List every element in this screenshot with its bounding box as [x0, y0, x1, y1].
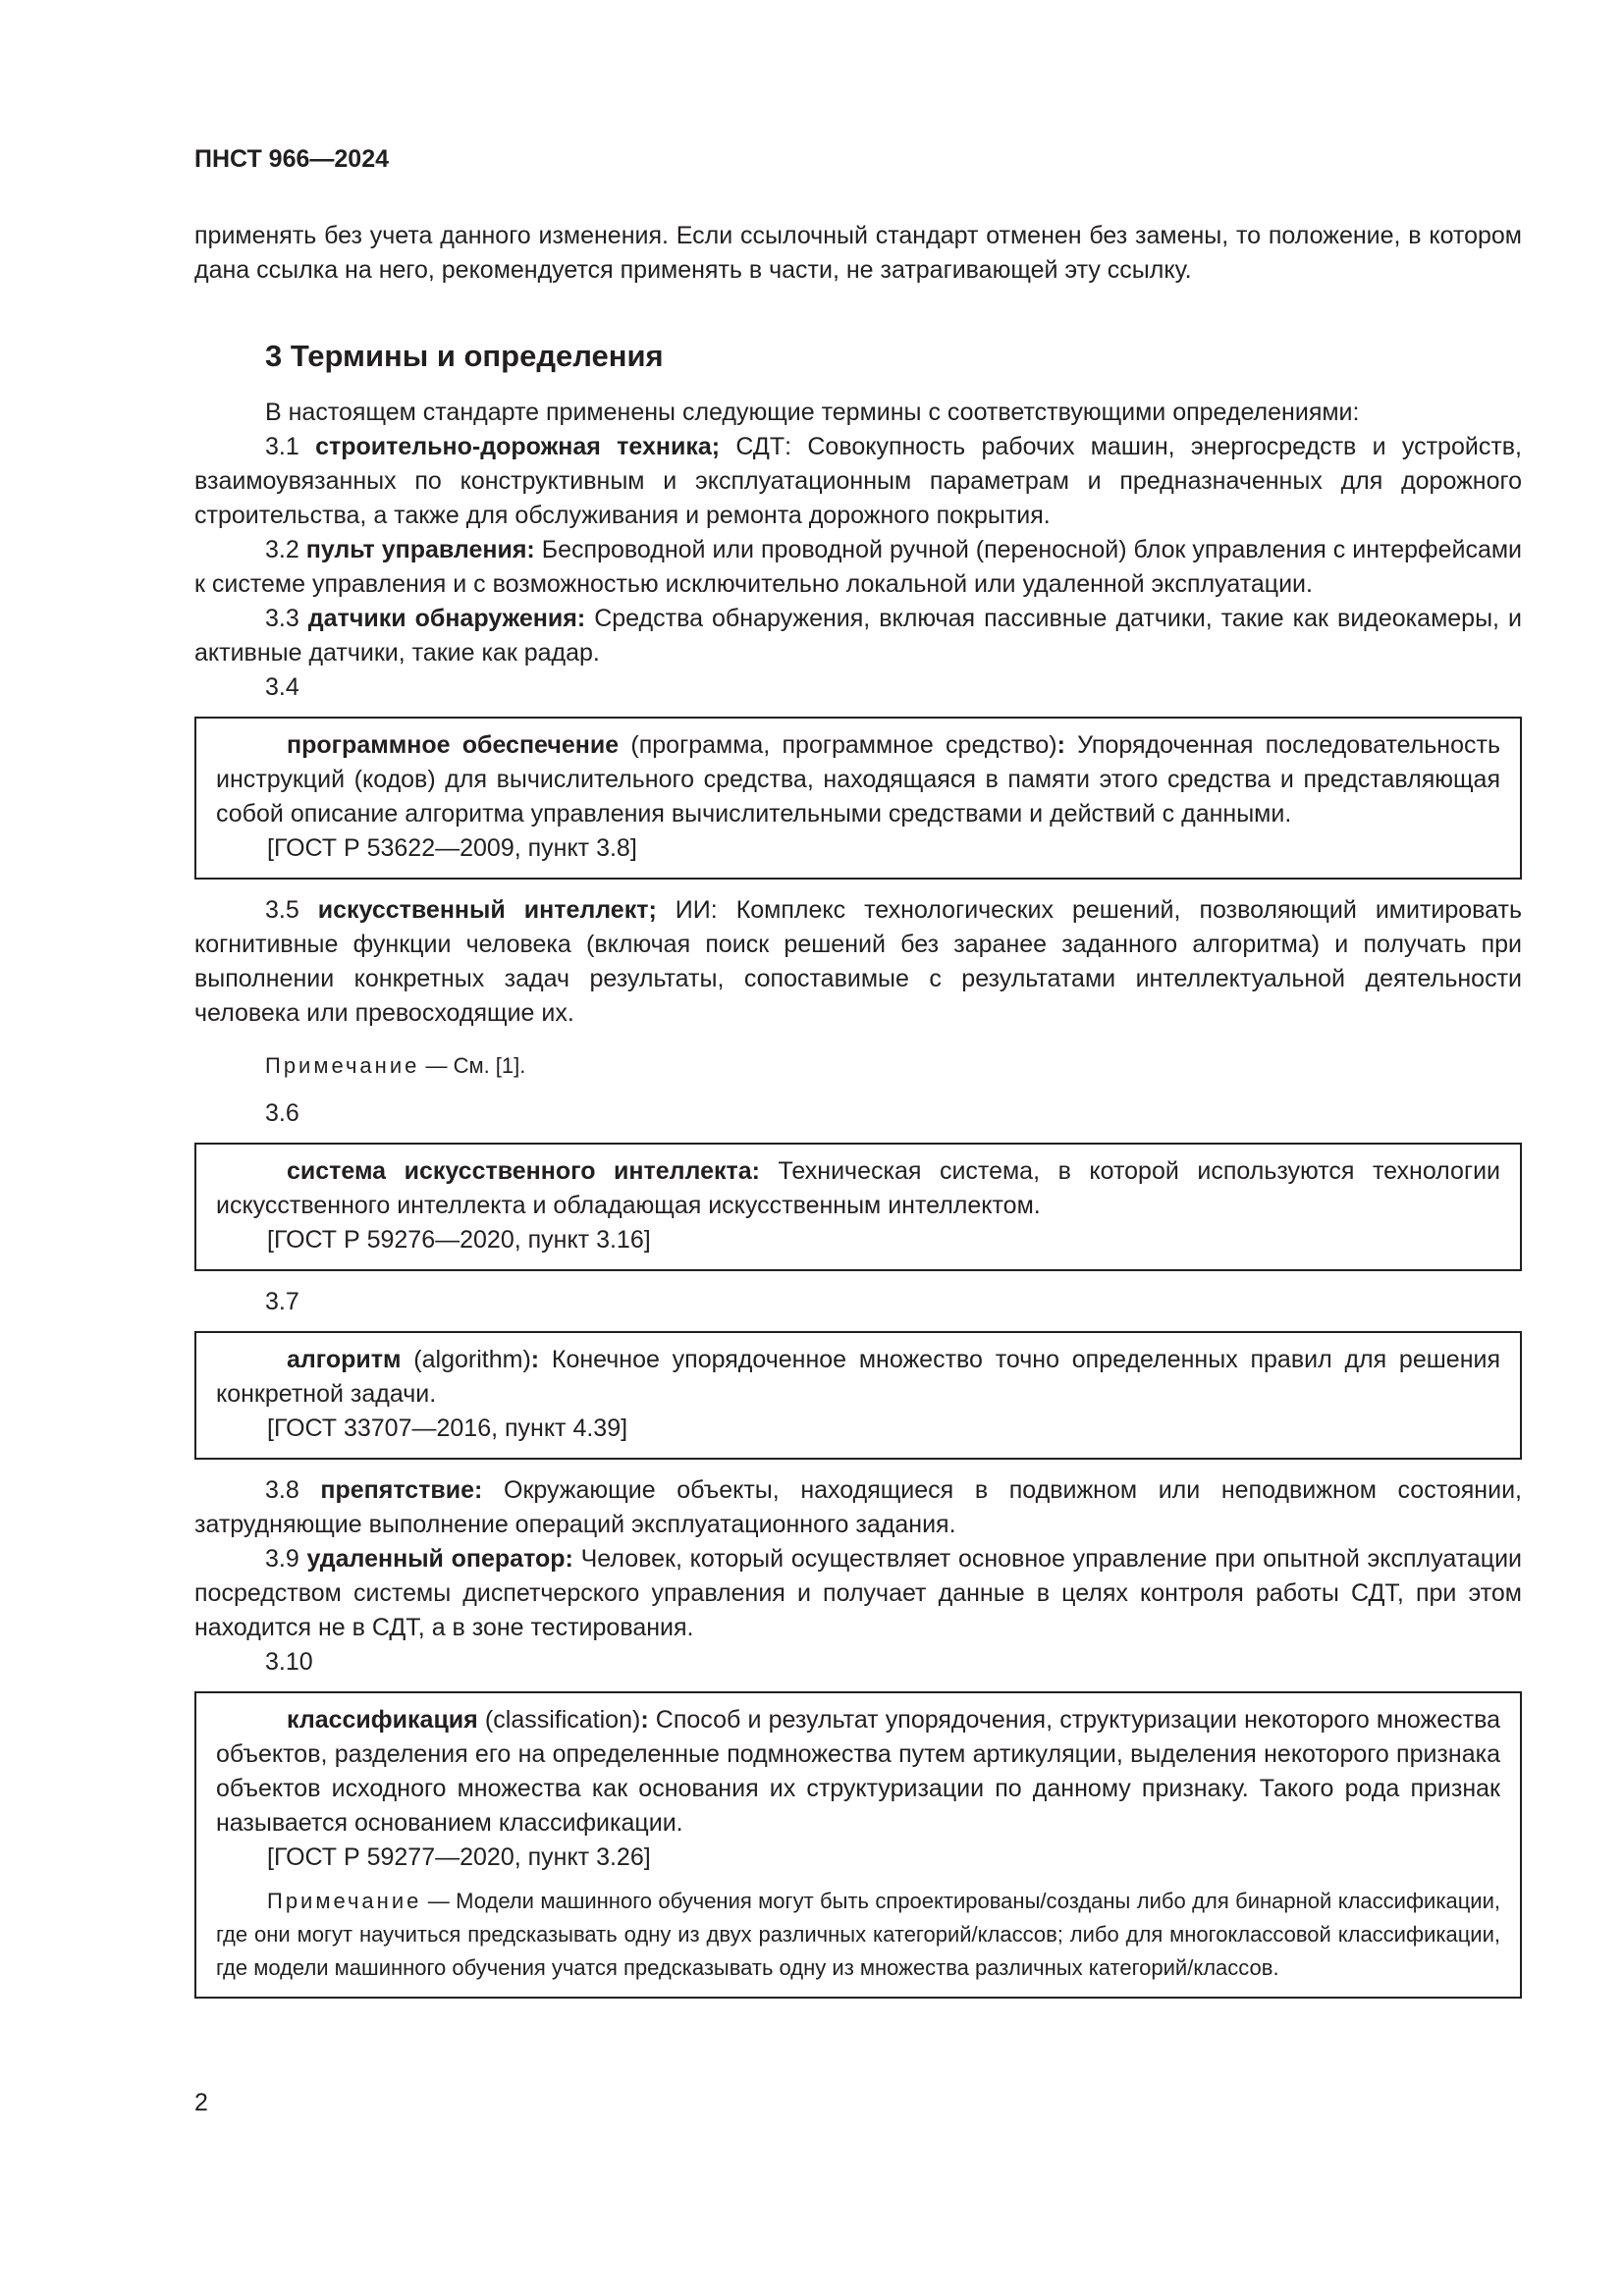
term-definition: Упорядоченная последовательность инструкций (кодов) для вычислительного средства, находящаяся в памяти этого средства и представляющая собой описание алгоритма управления вычислительными средствами и действий с данными.	[216, 731, 1500, 828]
term-source: [ГОСТ 33707—2016, пункт 4.39]	[267, 1415, 628, 1442]
note-text: — Модели машинного обучения могут быть спроектированы/созданы либо для бинарной классификации, где они могут научиться предсказывать одну из двух различных категорий/классов; либо для многоклассовой классификации, где модели машинного обучения учатся предсказывать одну из множества различных категорий/классов.	[216, 1889, 1500, 1980]
term-number: 3.1	[265, 433, 316, 460]
colon: :	[530, 1346, 540, 1373]
term-box-3-10	[194, 1691, 1522, 1999]
term-number: 3.3	[265, 605, 308, 632]
term-definition: Средства обнаружения, включая пассивные датчики, такие как видеокамеры, и активные датчики, такие как радар.	[194, 605, 1522, 667]
term-3-4	[216, 728, 1500, 831]
term-3-7	[216, 1343, 1500, 1412]
section-intro: В настоящем стандарте применены следующие термины с соответствующими определениями:	[265, 399, 1360, 426]
term-definition: Способ и результат упорядочения, структуризации некоторого множества объектов, разделения его на определенные подмножества путем артикуляции, выделения некоторого признака объектов исходного множества как основания их структуризации по данному признаку. Такого рода признак называется основанием классификации.	[216, 1706, 1500, 1837]
term-name: пульт управления:	[305, 536, 535, 563]
term-definition: Беспроводной или проводной ручной (переносной) блок управления с интерфейсами к системе управления и с возможностью исключительно локальной или удаленной эксплуатации.	[194, 536, 1522, 598]
term-name: классификация	[287, 1706, 478, 1734]
term-definition: СДТ: Совокупность рабочих машин, энергосредств и устройств, взаимоувязанных по конструктивным и эксплуатационным параметрам и предназначенных для дорожного строительства, а также для обслуживания и ремонта дорожного покрытия.	[194, 433, 1523, 529]
colon: :	[640, 1706, 649, 1734]
term-box-3-7	[194, 1331, 1522, 1460]
colon: :	[1056, 731, 1065, 759]
term-name: удаленный оператор:	[306, 1545, 573, 1573]
intro-paragraph: применять без учета данного изменения. Если ссылочный стандарт отменен без замены, то положение, в котором дана ссылка на него, рекомендуется применять в части, не затрагивающей эту ссылку.	[194, 222, 1522, 284]
term-alternative: (программа, программное средство)	[619, 731, 1057, 759]
term-name: датчики обнаружения:	[307, 605, 586, 632]
term-3-6	[216, 1154, 1500, 1223]
note-label: Примечание	[267, 1889, 422, 1913]
term-number-3-7: 3.7	[265, 1288, 299, 1315]
document-page	[194, 145, 1522, 2012]
term-name: искусственный интеллект;	[317, 896, 657, 924]
term-number: 3.5	[265, 896, 318, 924]
term-name: строительно-дорожная техника;	[315, 433, 721, 460]
term-definition: ИИ: Комплекс технологических решений, позволяющий имитировать когнитивные функции человека (включая поиск решений без заранее заданного алгоритма) и получать при выполнении конкретных задач результаты, сопоставимые с результатами интеллектуальной деятельности человека или превосходящие их.	[194, 896, 1522, 1027]
note-3-10	[216, 1885, 1500, 1985]
term-3-9	[194, 1542, 1522, 1645]
term-3-10	[216, 1703, 1500, 1841]
term-source: [ГОСТ Р 59277—2020, пункт 3.26]	[267, 1843, 651, 1871]
term-definition: Техническая система, в которой используются технологии искусственного интеллекта и обладающая искусственным интеллектом.	[216, 1157, 1500, 1219]
term-definition: Человек, который осуществляет основное управление при опытной эксплуатации посредством системы диспетчерского управления и получает данные в целях контроля работы СДТ, при этом находится не в СДТ, а в зоне тестирования.	[194, 1545, 1522, 1641]
term-number: 3.8	[265, 1476, 321, 1504]
term-source: [ГОСТ Р 53622—2009, пункт 3.8]	[267, 834, 637, 862]
term-number-3-10: 3.10	[265, 1648, 313, 1676]
term-alternative: (classification)	[477, 1706, 641, 1734]
term-definition: Конечное упорядоченное множество точно определенных правил для решения конкретной задачи.	[216, 1346, 1501, 1408]
term-3-5	[194, 893, 1522, 1031]
note-text: — См. [1].	[419, 1053, 526, 1078]
term-number-3-6: 3.6	[265, 1099, 299, 1127]
term-name: система искусственного интеллекта:	[287, 1157, 760, 1185]
term-name: программное обеспечение	[287, 731, 620, 759]
term-3-8	[194, 1473, 1522, 1542]
note-label: Примечание	[265, 1053, 420, 1078]
term-box-3-6	[194, 1143, 1522, 1271]
page-number: 2	[194, 2089, 208, 2116]
term-number: 3.9	[265, 1545, 307, 1573]
term-source: [ГОСТ Р 59276—2020, пункт 3.16]	[267, 1226, 651, 1254]
section-title: 3 Термины и определения	[265, 339, 664, 373]
document-header: ПНСТ 966—2024	[194, 145, 389, 173]
term-number-3-4: 3.4	[265, 673, 299, 701]
term-3-2	[194, 533, 1522, 602]
note-3-5	[194, 1048, 1522, 1083]
term-definition: Окружающие объекты, находящиеся в подвижном или неподвижном состоянии, затрудняющие выполнение операций эксплуатационного задания.	[194, 1476, 1522, 1538]
term-3-1	[194, 430, 1522, 533]
term-name: алгоритм	[287, 1346, 402, 1373]
term-box-3-4	[194, 717, 1522, 880]
term-name: препятствие:	[320, 1476, 483, 1504]
term-3-3	[194, 602, 1522, 670]
term-alternative: (algorithm)	[401, 1346, 531, 1373]
term-number: 3.2	[265, 536, 306, 563]
